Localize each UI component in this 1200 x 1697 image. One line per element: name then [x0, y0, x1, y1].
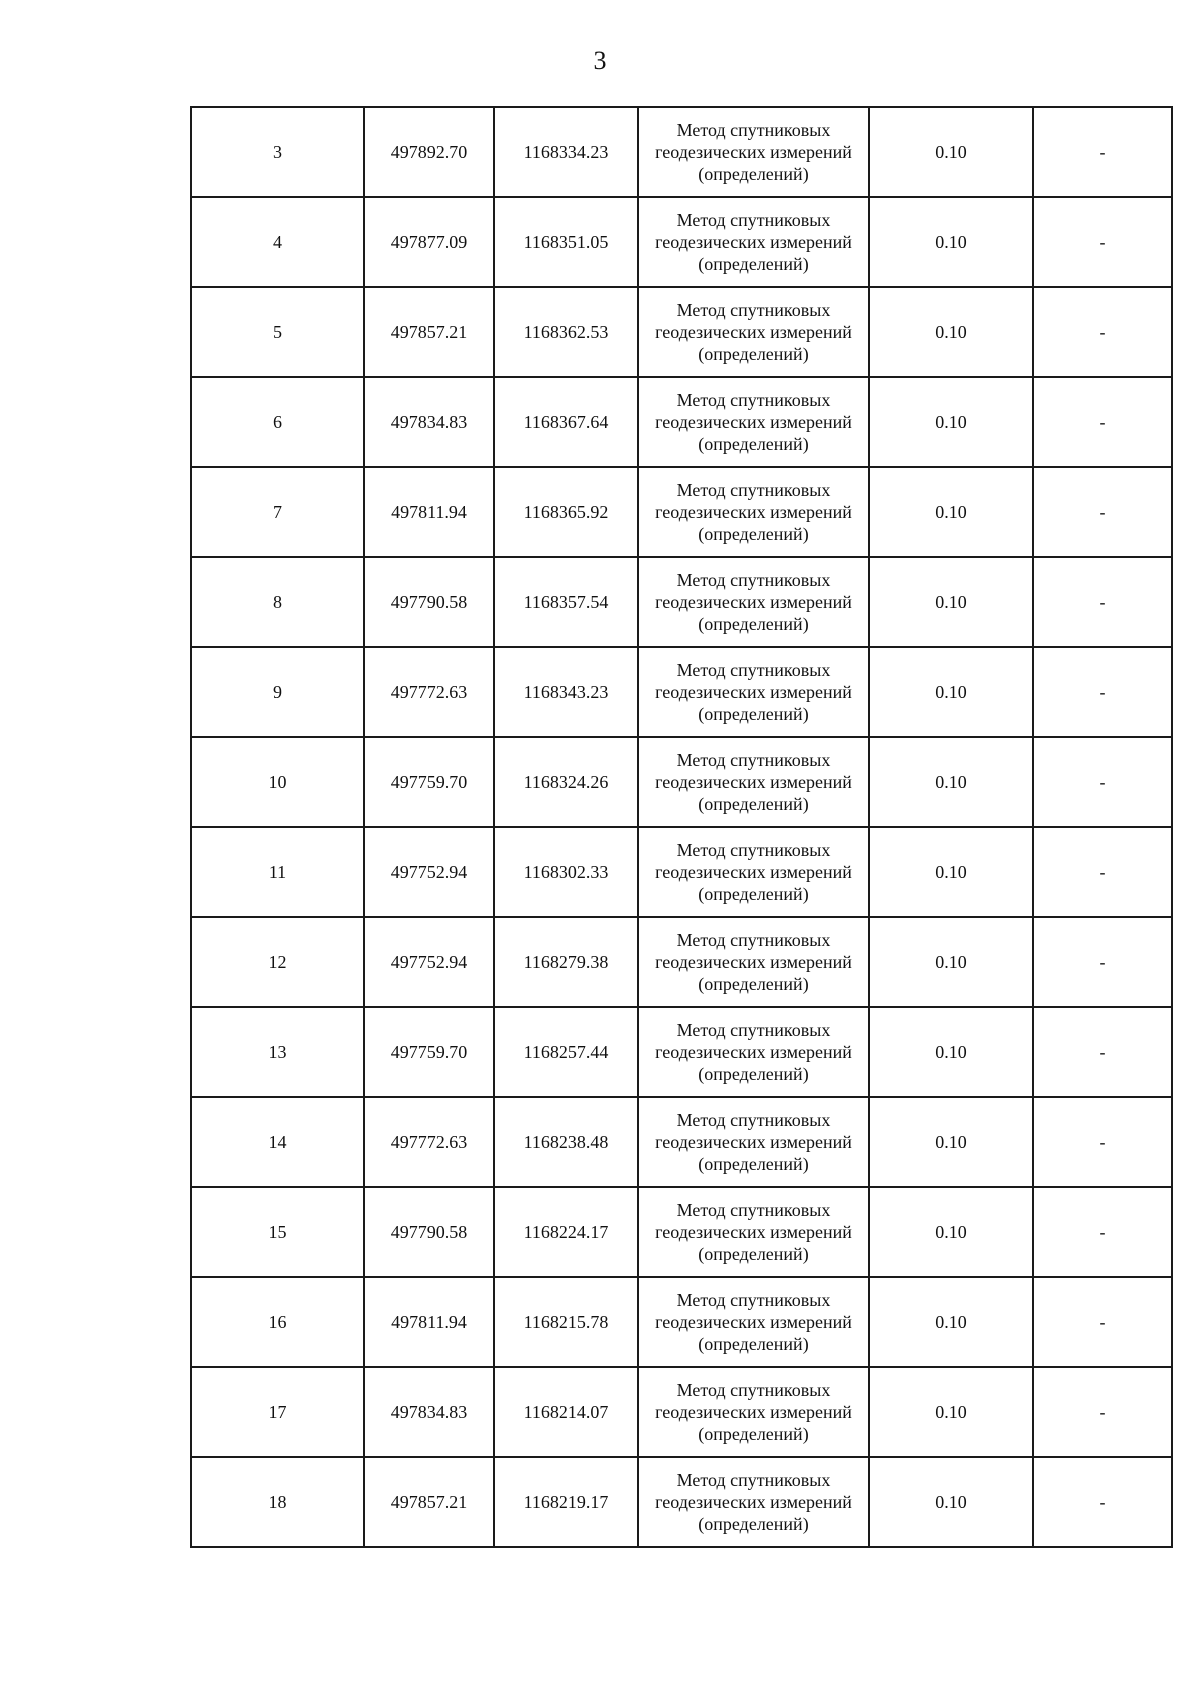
y-coordinate-cell: 1168279.38 — [494, 917, 638, 1007]
y-coordinate-cell: 1168334.23 — [494, 107, 638, 197]
x-coordinate-cell: 497892.70 — [364, 107, 494, 197]
method-line: геодезических измерений — [655, 232, 852, 252]
table-row — [191, 1457, 1172, 1547]
point-number-cell: 16 — [191, 1277, 364, 1367]
method-line: геодезических измерений — [655, 1492, 852, 1512]
method-cell — [638, 287, 869, 377]
method-cell — [638, 827, 869, 917]
x-coordinate-cell: 497834.83 — [364, 1367, 494, 1457]
method-cell — [638, 647, 869, 737]
accuracy-cell: 0.10 — [869, 287, 1033, 377]
method-line: геодезических измерений — [655, 502, 852, 522]
method-cell — [638, 1277, 869, 1367]
table-row — [191, 377, 1172, 467]
method-line: (определений) — [698, 1064, 809, 1084]
point-number-cell: 9 — [191, 647, 364, 737]
accuracy-cell: 0.10 — [869, 1367, 1033, 1457]
accuracy-cell: 0.10 — [869, 1277, 1033, 1367]
point-number-cell: 5 — [191, 287, 364, 377]
accuracy-cell: 0.10 — [869, 377, 1033, 467]
table-row — [191, 1277, 1172, 1367]
table-row — [191, 737, 1172, 827]
method-line: геодезических измерений — [655, 772, 852, 792]
point-number-cell: 7 — [191, 467, 364, 557]
accuracy-cell: 0.10 — [869, 1457, 1033, 1547]
method-line: геодезических измерений — [655, 682, 852, 702]
note-cell: - — [1033, 377, 1172, 467]
coordinates-table — [190, 106, 1173, 1548]
accuracy-cell: 0.10 — [869, 1097, 1033, 1187]
point-number-cell: 10 — [191, 737, 364, 827]
method-line: Метод спутниковых — [676, 570, 831, 590]
note-cell: - — [1033, 1187, 1172, 1277]
method-line: геодезических измерений — [655, 1042, 852, 1062]
note-cell: - — [1033, 1007, 1172, 1097]
note-cell: - — [1033, 917, 1172, 1007]
method-line: (определений) — [698, 1514, 809, 1534]
y-coordinate-cell: 1168224.17 — [494, 1187, 638, 1277]
method-line: Метод спутниковых — [676, 1200, 831, 1220]
method-line: Метод спутниковых — [676, 480, 831, 500]
point-number-cell: 18 — [191, 1457, 364, 1547]
point-number-cell: 8 — [191, 557, 364, 647]
note-cell: - — [1033, 1277, 1172, 1367]
y-coordinate-cell: 1168351.05 — [494, 197, 638, 287]
x-coordinate-cell: 497772.63 — [364, 647, 494, 737]
table-row — [191, 647, 1172, 737]
y-coordinate-cell: 1168219.17 — [494, 1457, 638, 1547]
x-coordinate-cell: 497752.94 — [364, 827, 494, 917]
method-line: геодезических измерений — [655, 1222, 852, 1242]
y-coordinate-cell: 1168365.92 — [494, 467, 638, 557]
method-line: (определений) — [698, 704, 809, 724]
method-line: Метод спутниковых — [676, 210, 831, 230]
method-line: Метод спутниковых — [676, 930, 831, 950]
method-cell — [638, 1007, 869, 1097]
point-number-cell: 15 — [191, 1187, 364, 1277]
method-line: геодезических измерений — [655, 1132, 852, 1152]
y-coordinate-cell: 1168238.48 — [494, 1097, 638, 1187]
note-cell: - — [1033, 467, 1172, 557]
method-cell — [638, 917, 869, 1007]
method-cell — [638, 1097, 869, 1187]
table-row — [191, 1097, 1172, 1187]
note-cell: - — [1033, 827, 1172, 917]
point-number-cell: 11 — [191, 827, 364, 917]
accuracy-cell: 0.10 — [869, 1007, 1033, 1097]
method-line: (определений) — [698, 1424, 809, 1444]
method-line: (определений) — [698, 614, 809, 634]
x-coordinate-cell: 497752.94 — [364, 917, 494, 1007]
y-coordinate-cell: 1168357.54 — [494, 557, 638, 647]
table-row — [191, 197, 1172, 287]
method-cell — [638, 1457, 869, 1547]
method-line: Метод спутниковых — [676, 390, 831, 410]
method-line: Метод спутниковых — [676, 1020, 831, 1040]
method-cell — [638, 467, 869, 557]
x-coordinate-cell: 497790.58 — [364, 557, 494, 647]
method-line: (определений) — [698, 164, 809, 184]
method-line: Метод спутниковых — [676, 120, 831, 140]
method-line: (определений) — [698, 1334, 809, 1354]
method-line: (определений) — [698, 1154, 809, 1174]
method-line: Метод спутниковых — [676, 1380, 831, 1400]
note-cell: - — [1033, 557, 1172, 647]
point-number-cell: 17 — [191, 1367, 364, 1457]
table-row — [191, 1367, 1172, 1457]
accuracy-cell: 0.10 — [869, 827, 1033, 917]
method-line: (определений) — [698, 344, 809, 364]
method-line: Метод спутниковых — [676, 660, 831, 680]
accuracy-cell: 0.10 — [869, 737, 1033, 827]
method-cell — [638, 557, 869, 647]
method-line: (определений) — [698, 794, 809, 814]
x-coordinate-cell: 497759.70 — [364, 1007, 494, 1097]
method-cell — [638, 377, 869, 467]
x-coordinate-cell: 497857.21 — [364, 287, 494, 377]
method-line: Метод спутниковых — [676, 300, 831, 320]
x-coordinate-cell: 497877.09 — [364, 197, 494, 287]
method-cell — [638, 197, 869, 287]
method-line: геодезических измерений — [655, 1402, 852, 1422]
accuracy-cell: 0.10 — [869, 557, 1033, 647]
method-line: Метод спутниковых — [676, 1110, 831, 1130]
note-cell: - — [1033, 107, 1172, 197]
table-row — [191, 467, 1172, 557]
table-body — [191, 107, 1172, 1547]
point-number-cell: 14 — [191, 1097, 364, 1187]
table-row — [191, 917, 1172, 1007]
note-cell: - — [1033, 1367, 1172, 1457]
y-coordinate-cell: 1168302.33 — [494, 827, 638, 917]
y-coordinate-cell: 1168215.78 — [494, 1277, 638, 1367]
note-cell: - — [1033, 737, 1172, 827]
accuracy-cell: 0.10 — [869, 467, 1033, 557]
y-coordinate-cell: 1168362.53 — [494, 287, 638, 377]
accuracy-cell: 0.10 — [869, 1187, 1033, 1277]
y-coordinate-cell: 1168367.64 — [494, 377, 638, 467]
method-line: (определений) — [698, 254, 809, 274]
method-line: геодезических измерений — [655, 1312, 852, 1332]
method-cell — [638, 1367, 869, 1457]
point-number-cell: 4 — [191, 197, 364, 287]
x-coordinate-cell: 497811.94 — [364, 1277, 494, 1367]
method-line: (определений) — [698, 524, 809, 544]
method-cell — [638, 107, 869, 197]
note-cell: - — [1033, 1097, 1172, 1187]
note-cell: - — [1033, 1457, 1172, 1547]
method-line: геодезических измерений — [655, 412, 852, 432]
y-coordinate-cell: 1168257.44 — [494, 1007, 638, 1097]
table-row — [191, 1007, 1172, 1097]
y-coordinate-cell: 1168343.23 — [494, 647, 638, 737]
x-coordinate-cell: 497834.83 — [364, 377, 494, 467]
method-line: Метод спутниковых — [676, 1470, 831, 1490]
method-line: геодезических измерений — [655, 952, 852, 972]
point-number-cell: 12 — [191, 917, 364, 1007]
x-coordinate-cell: 497772.63 — [364, 1097, 494, 1187]
table-row — [191, 107, 1172, 197]
method-cell — [638, 737, 869, 827]
accuracy-cell: 0.10 — [869, 647, 1033, 737]
table-row — [191, 827, 1172, 917]
y-coordinate-cell: 1168324.26 — [494, 737, 638, 827]
method-line: геодезических измерений — [655, 862, 852, 882]
method-line: геодезических измерений — [655, 142, 852, 162]
table-row — [191, 1187, 1172, 1277]
method-line: геодезических измерений — [655, 592, 852, 612]
table-row — [191, 287, 1172, 377]
method-line: Метод спутниковых — [676, 840, 831, 860]
accuracy-cell: 0.10 — [869, 107, 1033, 197]
note-cell: - — [1033, 287, 1172, 377]
note-cell: - — [1033, 647, 1172, 737]
method-line: (определений) — [698, 974, 809, 994]
x-coordinate-cell: 497759.70 — [364, 737, 494, 827]
x-coordinate-cell: 497857.21 — [364, 1457, 494, 1547]
page-number: 3 — [593, 46, 607, 75]
method-line: (определений) — [698, 1244, 809, 1264]
point-number-cell: 3 — [191, 107, 364, 197]
x-coordinate-cell: 497790.58 — [364, 1187, 494, 1277]
note-cell: - — [1033, 197, 1172, 287]
method-line: Метод спутниковых — [676, 1290, 831, 1310]
table-row — [191, 557, 1172, 647]
method-line: (определений) — [698, 434, 809, 454]
x-coordinate-cell: 497811.94 — [364, 467, 494, 557]
method-cell — [638, 1187, 869, 1277]
point-number-cell: 13 — [191, 1007, 364, 1097]
method-line: геодезических измерений — [655, 322, 852, 342]
accuracy-cell: 0.10 — [869, 197, 1033, 287]
point-number-cell: 6 — [191, 377, 364, 467]
y-coordinate-cell: 1168214.07 — [494, 1367, 638, 1457]
accuracy-cell: 0.10 — [869, 917, 1033, 1007]
method-line: (определений) — [698, 884, 809, 904]
method-line: Метод спутниковых — [676, 750, 831, 770]
